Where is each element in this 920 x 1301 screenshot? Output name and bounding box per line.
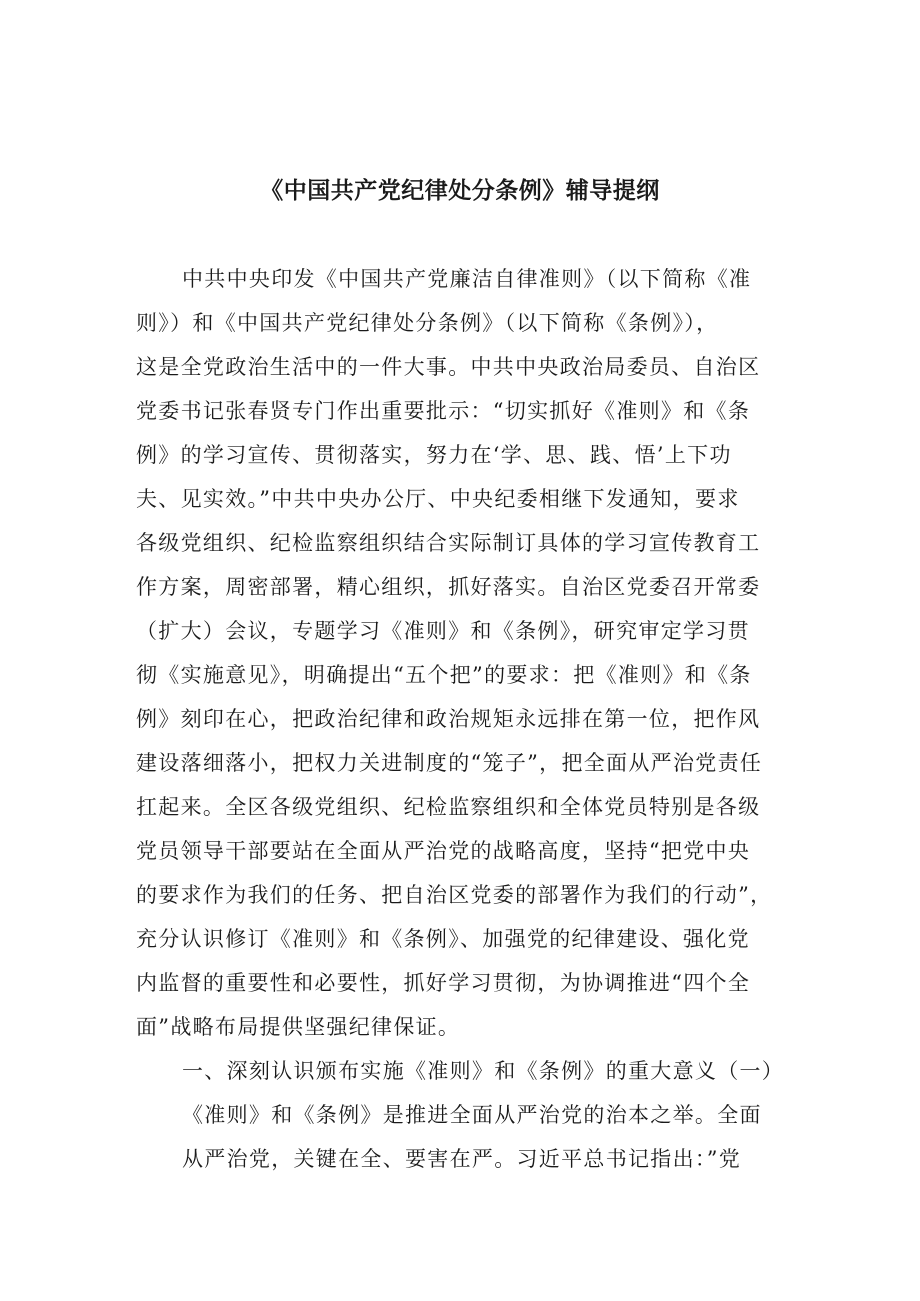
document-title: 《中国共产党纪律处分条例》辅导提纲	[260, 178, 660, 204]
text-line: 《准则》和《条例》是推进全面从严治党的治本之举。全面	[182, 1103, 762, 1127]
text-line: 党员领导干部要站在全面从严治党的战略高度，坚持“把党中央	[136, 839, 751, 863]
text-line: （扩大）会议，专题学习《准则》和《条例》，研究审定学习贯	[136, 619, 750, 643]
text-line: 夫、见实效。”中共中央办公厅、中央纪委相继下发通知，要求	[136, 487, 740, 511]
text-line: 充分认识修订《准则》和《条例》、加强党的纪律建设、强化党	[136, 927, 750, 951]
section-heading: 一、深刻认识颁布实施《准则》和《条例》的重大意义（一）	[182, 1059, 785, 1083]
text-line: 这是全党政治生活中的一件大事。中共中央政治局委员、自治区	[136, 355, 761, 379]
text-line: 彻《实施意见》，明确提出“五个把”的要求：把《准则》和《条	[136, 663, 752, 687]
text-line: 则》）和《中国共产党纪律处分条例》（以下简称《条例》），	[136, 311, 719, 335]
text-line: 作方案，周密部署，精心组织，抓好落实。自治区党委召开常委	[136, 575, 761, 599]
text-line: 各级党组织、纪检监察组织结合实际制订具体的学习宣传教育工	[136, 531, 761, 555]
text-line: 中共中央印发《中国共产党廉洁自律准则》（以下简称《准	[182, 267, 752, 291]
text-line: 例》刻印在心，把政治纪律和政治规矩永远排在第一位，把作风	[136, 707, 761, 731]
text-line: 例》的学习宣传、贯彻落实，努力在‘学、思、践、悟’上下功	[136, 443, 732, 467]
text-line: 面”战略布局提供坚强纪律保证。	[136, 1015, 461, 1039]
text-line: 党委书记张春贤专门作出重要批示：“切实抓好《准则》和《条	[136, 399, 751, 423]
text-line: 的要求作为我们的任务、把自治区党委的部署作为我们的行动”，	[136, 883, 773, 907]
text-line: 内监督的重要性和必要性，抓好学习贯彻，为协调推进“四个全	[136, 971, 751, 995]
text-line: 从严治党，关键在全、要害在严。习近平总书记指出：”党	[182, 1147, 742, 1171]
text-line: 扛起来。全区各级党组织、纪检监察组织和全体党员特别是各级	[136, 795, 761, 819]
text-line: 建设落细落小，把权力关进制度的“笼子”，把全面从严治党责任	[136, 751, 763, 775]
